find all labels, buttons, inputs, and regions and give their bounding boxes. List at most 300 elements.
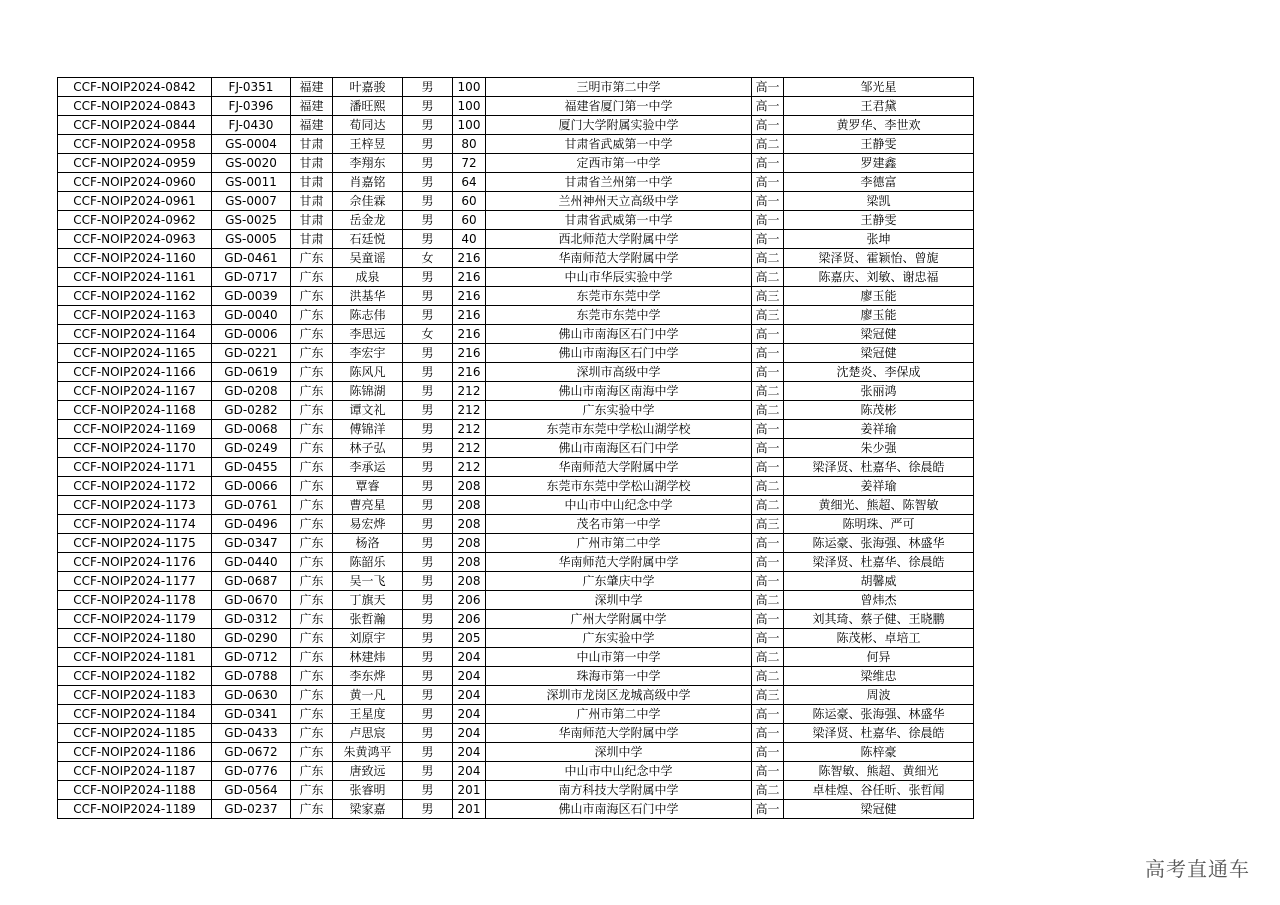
cell-code: GD-0717 [212, 268, 291, 287]
cell-score: 204 [453, 686, 486, 705]
cell-gender: 男 [403, 97, 453, 116]
cell-school: 佛山市南海区石门中学 [486, 439, 752, 458]
cell-grade: 高一 [752, 173, 784, 192]
cell-gender: 男 [403, 629, 453, 648]
cell-school: 兰州神州天立高级中学 [486, 192, 752, 211]
cell-school: 东莞市东莞中学松山湖学校 [486, 420, 752, 439]
cell-grade: 高二 [752, 135, 784, 154]
cell-grade: 高二 [752, 667, 784, 686]
cell-province: 广东 [291, 629, 333, 648]
cell-school: 中山市中山纪念中学 [486, 762, 752, 781]
cell-name: 陈锦湖 [333, 382, 403, 401]
cell-code: FJ-0351 [212, 78, 291, 97]
cell-score: 72 [453, 154, 486, 173]
cell-coach: 陈茂彬、卓培工 [784, 629, 974, 648]
table-row [58, 686, 974, 705]
cell-province: 广东 [291, 591, 333, 610]
cell-province: 广东 [291, 382, 333, 401]
cell-school: 佛山市南海区南海中学 [486, 382, 752, 401]
cell-grade: 高一 [752, 743, 784, 762]
cell-id: CCF-NOIP2024-0961 [58, 192, 212, 211]
cell-score: 40 [453, 230, 486, 249]
cell-coach: 梁泽贤、杜嘉华、徐晨皓 [784, 458, 974, 477]
cell-id: CCF-NOIP2024-0842 [58, 78, 212, 97]
cell-name: 佘佳霖 [333, 192, 403, 211]
cell-gender: 男 [403, 762, 453, 781]
cell-coach: 黄罗华、李世欢 [784, 116, 974, 135]
cell-province: 广东 [291, 667, 333, 686]
cell-school: 华南师范大学附属中学 [486, 249, 752, 268]
cell-name: 杨洛 [333, 534, 403, 553]
cell-score: 100 [453, 116, 486, 135]
cell-score: 60 [453, 192, 486, 211]
cell-code: GD-0619 [212, 363, 291, 382]
cell-school: 茂名市第一中学 [486, 515, 752, 534]
table-row [58, 591, 974, 610]
cell-score: 80 [453, 135, 486, 154]
cell-id: CCF-NOIP2024-1188 [58, 781, 212, 800]
table-row [58, 496, 974, 515]
cell-grade: 高一 [752, 230, 784, 249]
cell-gender: 男 [403, 420, 453, 439]
cell-score: 204 [453, 724, 486, 743]
cell-gender: 男 [403, 458, 453, 477]
cell-id: CCF-NOIP2024-1161 [58, 268, 212, 287]
cell-score: 208 [453, 515, 486, 534]
cell-coach: 何异 [784, 648, 974, 667]
cell-code: GD-0564 [212, 781, 291, 800]
cell-score: 208 [453, 534, 486, 553]
cell-gender: 女 [403, 249, 453, 268]
cell-name: 黄一凡 [333, 686, 403, 705]
cell-score: 212 [453, 458, 486, 477]
cell-gender: 男 [403, 439, 453, 458]
cell-name: 覃睿 [333, 477, 403, 496]
table-row [58, 249, 974, 268]
cell-coach: 李德富 [784, 173, 974, 192]
cell-school: 深圳市高级中学 [486, 363, 752, 382]
cell-province: 广东 [291, 287, 333, 306]
table-row [58, 173, 974, 192]
cell-code: GS-0004 [212, 135, 291, 154]
cell-school: 南方科技大学附属中学 [486, 781, 752, 800]
table-row [58, 458, 974, 477]
cell-code: GD-0670 [212, 591, 291, 610]
cell-code: GD-0312 [212, 610, 291, 629]
cell-province: 广东 [291, 268, 333, 287]
cell-province: 甘肃 [291, 230, 333, 249]
cell-name: 张睿明 [333, 781, 403, 800]
cell-province: 广东 [291, 800, 333, 819]
cell-grade: 高一 [752, 724, 784, 743]
cell-province: 广东 [291, 420, 333, 439]
table-row [58, 192, 974, 211]
cell-grade: 高一 [752, 553, 784, 572]
cell-coach: 梁泽贤、杜嘉华、徐晨皓 [784, 724, 974, 743]
cell-score: 216 [453, 287, 486, 306]
cell-gender: 男 [403, 135, 453, 154]
cell-grade: 高一 [752, 420, 784, 439]
cell-id: CCF-NOIP2024-1176 [58, 553, 212, 572]
cell-id: CCF-NOIP2024-1185 [58, 724, 212, 743]
cell-name: 陈韶乐 [333, 553, 403, 572]
cell-coach: 陈梓豪 [784, 743, 974, 762]
table-row [58, 116, 974, 135]
cell-gender: 女 [403, 325, 453, 344]
cell-school: 佛山市南海区石门中学 [486, 344, 752, 363]
cell-code: GD-0455 [212, 458, 291, 477]
cell-grade: 高一 [752, 344, 784, 363]
cell-province: 广东 [291, 534, 333, 553]
cell-gender: 男 [403, 477, 453, 496]
cell-province: 甘肃 [291, 192, 333, 211]
cell-score: 212 [453, 401, 486, 420]
cell-code: GD-0672 [212, 743, 291, 762]
cell-id: CCF-NOIP2024-0959 [58, 154, 212, 173]
cell-id: CCF-NOIP2024-1163 [58, 306, 212, 325]
table-row [58, 781, 974, 800]
cell-name: 洪基华 [333, 287, 403, 306]
cell-gender: 男 [403, 401, 453, 420]
cell-province: 广东 [291, 344, 333, 363]
cell-coach: 梁泽贤、霍颖怡、曾旎 [784, 249, 974, 268]
cell-score: 201 [453, 800, 486, 819]
cell-gender: 男 [403, 192, 453, 211]
cell-id: CCF-NOIP2024-1182 [58, 667, 212, 686]
cell-coach: 梁冠健 [784, 800, 974, 819]
table-row [58, 401, 974, 420]
cell-coach: 廖玉能 [784, 287, 974, 306]
cell-code: GS-0005 [212, 230, 291, 249]
cell-province: 广东 [291, 610, 333, 629]
cell-gender: 男 [403, 515, 453, 534]
cell-code: GD-0039 [212, 287, 291, 306]
cell-code: GS-0011 [212, 173, 291, 192]
cell-province: 广东 [291, 781, 333, 800]
cell-gender: 男 [403, 344, 453, 363]
watermark-text: 高考直通车 [1145, 857, 1250, 881]
cell-gender: 男 [403, 154, 453, 173]
table-row [58, 287, 974, 306]
cell-code: GD-0066 [212, 477, 291, 496]
cell-code: GD-0221 [212, 344, 291, 363]
cell-id: CCF-NOIP2024-1168 [58, 401, 212, 420]
cell-name: 林子弘 [333, 439, 403, 458]
cell-coach: 王静雯 [784, 135, 974, 154]
cell-coach: 罗建鑫 [784, 154, 974, 173]
cell-name: 陈志伟 [333, 306, 403, 325]
cell-score: 216 [453, 363, 486, 382]
cell-id: CCF-NOIP2024-1189 [58, 800, 212, 819]
cell-id: CCF-NOIP2024-1162 [58, 287, 212, 306]
cell-province: 广东 [291, 458, 333, 477]
cell-name: 陈风凡 [333, 363, 403, 382]
table-row [58, 420, 974, 439]
cell-gender: 男 [403, 800, 453, 819]
cell-coach: 廖玉能 [784, 306, 974, 325]
cell-gender: 男 [403, 686, 453, 705]
cell-grade: 高一 [752, 572, 784, 591]
cell-name: 李翔东 [333, 154, 403, 173]
cell-grade: 高二 [752, 648, 784, 667]
cell-name: 卢思宸 [333, 724, 403, 743]
cell-score: 216 [453, 306, 486, 325]
cell-grade: 高三 [752, 306, 784, 325]
cell-code: GD-0788 [212, 667, 291, 686]
cell-id: CCF-NOIP2024-1166 [58, 363, 212, 382]
cell-score: 216 [453, 325, 486, 344]
cell-school: 三明市第二中学 [486, 78, 752, 97]
cell-coach: 张丽鸿 [784, 382, 974, 401]
cell-code: GD-0040 [212, 306, 291, 325]
cell-coach: 梁冠健 [784, 344, 974, 363]
cell-score: 204 [453, 762, 486, 781]
results-table [57, 77, 974, 819]
cell-name: 朱黄鸿平 [333, 743, 403, 762]
cell-id: CCF-NOIP2024-1165 [58, 344, 212, 363]
cell-id: CCF-NOIP2024-1183 [58, 686, 212, 705]
cell-province: 福建 [291, 116, 333, 135]
cell-province: 甘肃 [291, 173, 333, 192]
cell-coach: 沈楚炎、李保成 [784, 363, 974, 382]
cell-province: 甘肃 [291, 211, 333, 230]
cell-coach: 梁泽贤、杜嘉华、徐晨皓 [784, 553, 974, 572]
cell-school: 定西市第一中学 [486, 154, 752, 173]
cell-score: 204 [453, 667, 486, 686]
cell-coach: 陈嘉庆、刘敏、谢忠福 [784, 268, 974, 287]
table-row [58, 534, 974, 553]
cell-school: 华南师范大学附属中学 [486, 724, 752, 743]
cell-coach: 邹光星 [784, 78, 974, 97]
cell-province: 广东 [291, 363, 333, 382]
cell-grade: 高一 [752, 78, 784, 97]
cell-school: 甘肃省武威第一中学 [486, 211, 752, 230]
cell-province: 广东 [291, 477, 333, 496]
cell-coach: 胡馨威 [784, 572, 974, 591]
cell-gender: 男 [403, 116, 453, 135]
table-row [58, 667, 974, 686]
cell-gender: 男 [403, 743, 453, 762]
cell-gender: 男 [403, 705, 453, 724]
cell-name: 李宏宇 [333, 344, 403, 363]
cell-grade: 高一 [752, 800, 784, 819]
cell-score: 212 [453, 439, 486, 458]
cell-coach: 刘其琦、蔡子健、王晓鹏 [784, 610, 974, 629]
cell-id: CCF-NOIP2024-1180 [58, 629, 212, 648]
cell-coach: 曾炜杰 [784, 591, 974, 610]
cell-score: 208 [453, 572, 486, 591]
cell-code: GS-0020 [212, 154, 291, 173]
cell-school: 东莞市东莞中学 [486, 306, 752, 325]
cell-grade: 高三 [752, 287, 784, 306]
cell-grade: 高一 [752, 325, 784, 344]
cell-province: 广东 [291, 743, 333, 762]
cell-gender: 男 [403, 268, 453, 287]
table-row [58, 268, 974, 287]
cell-code: GD-0208 [212, 382, 291, 401]
table-row [58, 800, 974, 819]
cell-coach: 陈明珠、严可 [784, 515, 974, 534]
cell-school: 广州市第二中学 [486, 534, 752, 553]
cell-name: 梁家嘉 [333, 800, 403, 819]
cell-grade: 高一 [752, 458, 784, 477]
cell-id: CCF-NOIP2024-1177 [58, 572, 212, 591]
table-row [58, 78, 974, 97]
cell-gender: 男 [403, 591, 453, 610]
table-row [58, 325, 974, 344]
cell-school: 广东实验中学 [486, 401, 752, 420]
table-row [58, 97, 974, 116]
cell-name: 易宏烨 [333, 515, 403, 534]
cell-province: 广东 [291, 325, 333, 344]
cell-name: 唐致远 [333, 762, 403, 781]
cell-grade: 高二 [752, 591, 784, 610]
cell-province: 广东 [291, 686, 333, 705]
cell-code: GD-0712 [212, 648, 291, 667]
cell-score: 100 [453, 78, 486, 97]
cell-gender: 男 [403, 648, 453, 667]
cell-province: 广东 [291, 724, 333, 743]
cell-code: GD-0440 [212, 553, 291, 572]
cell-name: 荀同达 [333, 116, 403, 135]
cell-id: CCF-NOIP2024-0958 [58, 135, 212, 154]
cell-id: CCF-NOIP2024-1167 [58, 382, 212, 401]
cell-name: 李思远 [333, 325, 403, 344]
cell-grade: 高一 [752, 154, 784, 173]
cell-school: 东莞市东莞中学松山湖学校 [486, 477, 752, 496]
cell-grade: 高一 [752, 439, 784, 458]
cell-id: CCF-NOIP2024-1169 [58, 420, 212, 439]
cell-code: GD-0341 [212, 705, 291, 724]
cell-id: CCF-NOIP2024-1174 [58, 515, 212, 534]
cell-province: 广东 [291, 439, 333, 458]
cell-code: GD-0249 [212, 439, 291, 458]
cell-name: 成泉 [333, 268, 403, 287]
cell-grade: 高二 [752, 477, 784, 496]
cell-school: 华南师范大学附属中学 [486, 458, 752, 477]
cell-code: GD-0630 [212, 686, 291, 705]
cell-province: 广东 [291, 401, 333, 420]
cell-gender: 男 [403, 78, 453, 97]
cell-grade: 高一 [752, 211, 784, 230]
cell-code: GD-0006 [212, 325, 291, 344]
cell-province: 甘肃 [291, 135, 333, 154]
cell-id: CCF-NOIP2024-0963 [58, 230, 212, 249]
cell-name: 傅锦洋 [333, 420, 403, 439]
cell-coach: 朱少强 [784, 439, 974, 458]
cell-score: 64 [453, 173, 486, 192]
cell-code: GD-0347 [212, 534, 291, 553]
cell-grade: 高一 [752, 97, 784, 116]
cell-coach: 陈运豪、张海强、林盛华 [784, 705, 974, 724]
cell-school: 中山市中山纪念中学 [486, 496, 752, 515]
cell-code: FJ-0396 [212, 97, 291, 116]
cell-school: 珠海市第一中学 [486, 667, 752, 686]
cell-coach: 张坤 [784, 230, 974, 249]
cell-province: 广东 [291, 648, 333, 667]
cell-school: 广东肇庆中学 [486, 572, 752, 591]
table-row [58, 344, 974, 363]
cell-name: 林建炜 [333, 648, 403, 667]
cell-name: 王星度 [333, 705, 403, 724]
table-row [58, 610, 974, 629]
cell-coach: 陈茂彬 [784, 401, 974, 420]
cell-id: CCF-NOIP2024-1173 [58, 496, 212, 515]
cell-school: 华南师范大学附属中学 [486, 553, 752, 572]
cell-code: FJ-0430 [212, 116, 291, 135]
cell-id: CCF-NOIP2024-1178 [58, 591, 212, 610]
cell-score: 206 [453, 610, 486, 629]
table-row [58, 439, 974, 458]
cell-grade: 高一 [752, 116, 784, 135]
cell-grade: 高一 [752, 705, 784, 724]
cell-gender: 男 [403, 173, 453, 192]
cell-name: 王梓昱 [333, 135, 403, 154]
cell-school: 广州市第二中学 [486, 705, 752, 724]
table-row [58, 154, 974, 173]
cell-score: 208 [453, 477, 486, 496]
cell-school: 广东实验中学 [486, 629, 752, 648]
cell-school: 厦门大学附属实验中学 [486, 116, 752, 135]
cell-id: CCF-NOIP2024-1175 [58, 534, 212, 553]
cell-code: GD-0461 [212, 249, 291, 268]
cell-grade: 高一 [752, 534, 784, 553]
cell-name: 谭文礼 [333, 401, 403, 420]
cell-code: GS-0025 [212, 211, 291, 230]
cell-gender: 男 [403, 781, 453, 800]
cell-coach: 梁冠健 [784, 325, 974, 344]
table-row [58, 648, 974, 667]
table-row [58, 477, 974, 496]
cell-gender: 男 [403, 553, 453, 572]
cell-name: 曹亮星 [333, 496, 403, 515]
cell-score: 206 [453, 591, 486, 610]
cell-score: 216 [453, 344, 486, 363]
cell-gender: 男 [403, 382, 453, 401]
cell-grade: 高二 [752, 781, 784, 800]
cell-name: 肖嘉铭 [333, 173, 403, 192]
cell-province: 福建 [291, 97, 333, 116]
cell-code: GD-0282 [212, 401, 291, 420]
cell-id: CCF-NOIP2024-0960 [58, 173, 212, 192]
cell-province: 广东 [291, 572, 333, 591]
cell-grade: 高一 [752, 610, 784, 629]
cell-coach: 陈运豪、张海强、林盛华 [784, 534, 974, 553]
table-row [58, 515, 974, 534]
cell-id: CCF-NOIP2024-1160 [58, 249, 212, 268]
cell-grade: 高三 [752, 686, 784, 705]
table-row [58, 743, 974, 762]
cell-code: GD-0237 [212, 800, 291, 819]
cell-grade: 高一 [752, 363, 784, 382]
table-row [58, 724, 974, 743]
cell-code: GD-0290 [212, 629, 291, 648]
table-row [58, 135, 974, 154]
cell-coach: 梁凯 [784, 192, 974, 211]
cell-gender: 男 [403, 363, 453, 382]
cell-province: 广东 [291, 705, 333, 724]
cell-score: 212 [453, 420, 486, 439]
cell-school: 深圳中学 [486, 591, 752, 610]
table-row [58, 705, 974, 724]
cell-id: CCF-NOIP2024-0843 [58, 97, 212, 116]
cell-gender: 男 [403, 496, 453, 515]
cell-name: 张哲瀚 [333, 610, 403, 629]
cell-grade: 高二 [752, 249, 784, 268]
cell-school: 佛山市南海区石门中学 [486, 325, 752, 344]
cell-code: GS-0007 [212, 192, 291, 211]
cell-id: CCF-NOIP2024-1170 [58, 439, 212, 458]
